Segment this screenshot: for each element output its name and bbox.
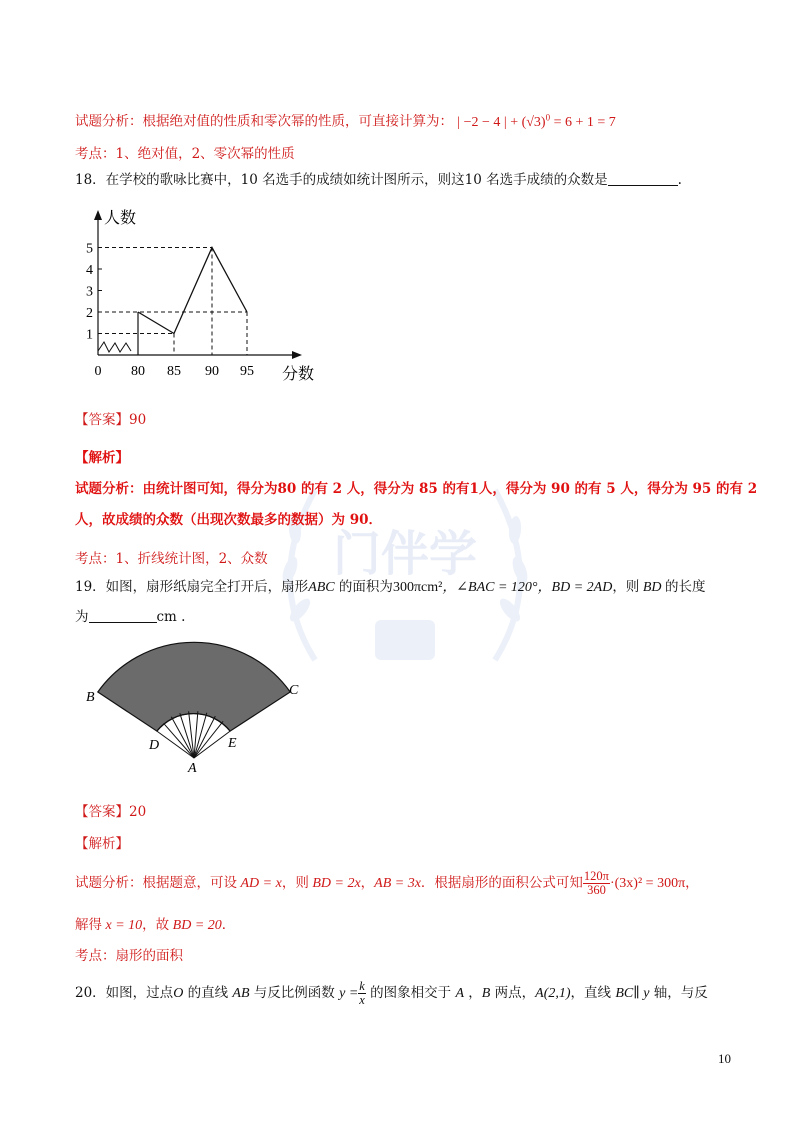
x-tick-label: 85 — [167, 364, 181, 379]
page-number: 10 — [718, 1051, 731, 1066]
x-tick-label: 80 — [131, 364, 145, 379]
q19-analysis-d: ．根据扇形的面积公式可知 — [420, 875, 583, 891]
y-tick-label: 2 — [86, 306, 93, 321]
q20-text-h: 轴，与反 — [649, 985, 708, 1001]
q20-text-g: ，直线 — [570, 985, 616, 1001]
q19-analysis-ad: AD = x — [237, 876, 282, 891]
label-A: A — [188, 761, 197, 775]
label-E: E — [228, 736, 237, 751]
x-tick-label: 0 — [94, 364, 102, 379]
q20-point-o: O — [173, 986, 184, 1001]
q18-analysis-line2: 人，故成绩的众数（出现次数最多的数据）为 90． — [75, 512, 382, 528]
q17-formula — [457, 112, 616, 130]
series-line — [138, 248, 247, 334]
q20-text-f: 两点， — [490, 985, 536, 1001]
q19-abc: ABC — [308, 580, 335, 595]
q19-angle: ，∠BAC = 120°，BD = 2AD — [442, 580, 613, 595]
q18-line-chart — [80, 205, 320, 385]
q19-kaodian: 考点：扇形的面积 — [75, 948, 183, 964]
q19-bd: BD — [639, 580, 665, 595]
q20-text-b: 的直线 — [183, 985, 233, 1001]
y-tick-label: 5 — [86, 241, 93, 257]
q19-analysis-bd: BD = 2x — [308, 876, 361, 891]
q20-frac-den: x — [359, 993, 365, 1007]
q20-frac-num: k — [359, 979, 365, 993]
q19-analysis-b: ，则 — [281, 875, 309, 891]
q19-text-b: 的面积为 — [334, 579, 393, 595]
q19-analysis — [75, 868, 740, 899]
watermark-text: 门伴学 — [332, 528, 478, 581]
q20-point-a-coords: A(2,1) — [535, 986, 571, 1001]
q19-analysis-a: 试题分析：根据题意，可设 — [75, 875, 237, 891]
x-tick-label: 90 — [205, 364, 219, 379]
q18-kaodian: 考点：1、折线统计图，2、众数 — [75, 551, 268, 567]
x-axis-arrow — [292, 351, 302, 359]
q19-fraction — [583, 870, 610, 897]
q18-jiexi-label: 【解析】 — [75, 450, 129, 466]
y-tick-label: 1 — [86, 327, 93, 343]
q19-frac-den: 360 — [587, 883, 606, 897]
x-tick-label: 95 — [240, 364, 254, 379]
q19-solve-end: ． — [221, 917, 236, 933]
q19-text-a: 19．如图，扇形纸扇完全打开后，扇形 — [75, 579, 309, 595]
fan-paper-region — [98, 642, 290, 731]
q19-jiexi-label: 【解析】 — [75, 836, 129, 852]
q20-line-bc: BC∥ y — [615, 986, 650, 1001]
q19-line2-suffix: cm . — [156, 609, 186, 625]
x-axis-title: 分数 — [282, 366, 315, 383]
q19-area: 300πcm² — [392, 580, 443, 595]
y-tick-label: 4 — [86, 263, 93, 278]
q19-solve-a: 解得 — [75, 917, 102, 933]
q20-point-a: A — [455, 986, 464, 1001]
label-C: C — [289, 683, 299, 698]
y-axis-title: 人数 — [104, 210, 137, 227]
q18-analysis-line1: 试题分析：由统计图可知，得分为80 的有 2 人，得分为 85 的有1人，得分为 90 的有 5 人，得分为 95 的有 2 — [75, 481, 758, 497]
q20-point-b: B — [481, 986, 491, 1001]
q17-formula-abs: | −2 − 4 | + (√3) — [457, 114, 546, 130]
q20-text-d: 的图象相交于 — [365, 985, 456, 1001]
q17-analysis — [75, 107, 740, 133]
q19-answer: 【答案】20 — [75, 804, 147, 820]
q18-answer: 【答案】90 — [75, 412, 147, 428]
q19-frac-num: 120π — [583, 869, 609, 883]
q19-answer-blank — [89, 608, 157, 623]
q19-analysis-end: ， — [685, 875, 699, 891]
q17-kaodian: 考点：1、绝对值，2、零次幂的性质 — [75, 146, 295, 162]
q20-function-y: y = — [339, 986, 359, 1001]
q20-fraction — [358, 980, 366, 1007]
q19-line2-prefix: 为 — [75, 609, 89, 625]
q18-answer-blank — [608, 171, 678, 186]
q20-text-a: 20．如图，过点 — [75, 985, 174, 1001]
q19-fan-diagram — [80, 640, 320, 775]
q20-text-c: 与反比例函数 — [249, 985, 340, 1001]
label-B: B — [86, 690, 95, 705]
y-tick-label: 3 — [86, 284, 93, 300]
q19-text-c: ，则 — [612, 579, 640, 595]
q19-solve-x: x = 10 — [102, 918, 143, 933]
q19-text-d: 的长度 — [664, 579, 706, 595]
q19-analysis-tail: ·(3x)² = 300π — [609, 876, 686, 891]
q17-analysis-text: 试题分析：根据绝对值的性质和零次幂的性质，可直接计算为： — [75, 113, 453, 130]
q17-formula-exp: 0 — [545, 112, 551, 122]
q19-question-line2 — [75, 607, 740, 627]
q17-formula-rest: = 6 + 1 = 7 — [550, 114, 616, 130]
q18-question-text: 18．在学校的歌咏比赛中，10 名选手的成绩如统计图所示，则这10 名选手成绩的众数是 — [75, 172, 608, 188]
q19-analysis-c: ， — [360, 875, 375, 891]
q20-text-e: ， — [464, 985, 482, 1001]
q19-solve — [75, 915, 740, 936]
q19-question-line1 — [75, 577, 740, 598]
q19-solve-b: ，故 — [142, 917, 170, 933]
q19-solve-bd: BD = 20 — [169, 918, 222, 933]
q18-question-end: . — [677, 172, 682, 188]
q20-line-ab: AB — [232, 986, 250, 1001]
label-D: D — [149, 738, 160, 753]
q19-analysis-ab: AB = 3x — [374, 876, 421, 891]
y-axis-arrow — [94, 210, 102, 220]
q20-question — [75, 978, 740, 1009]
q18-question — [75, 170, 740, 190]
axis-break-zigzag — [98, 342, 131, 352]
